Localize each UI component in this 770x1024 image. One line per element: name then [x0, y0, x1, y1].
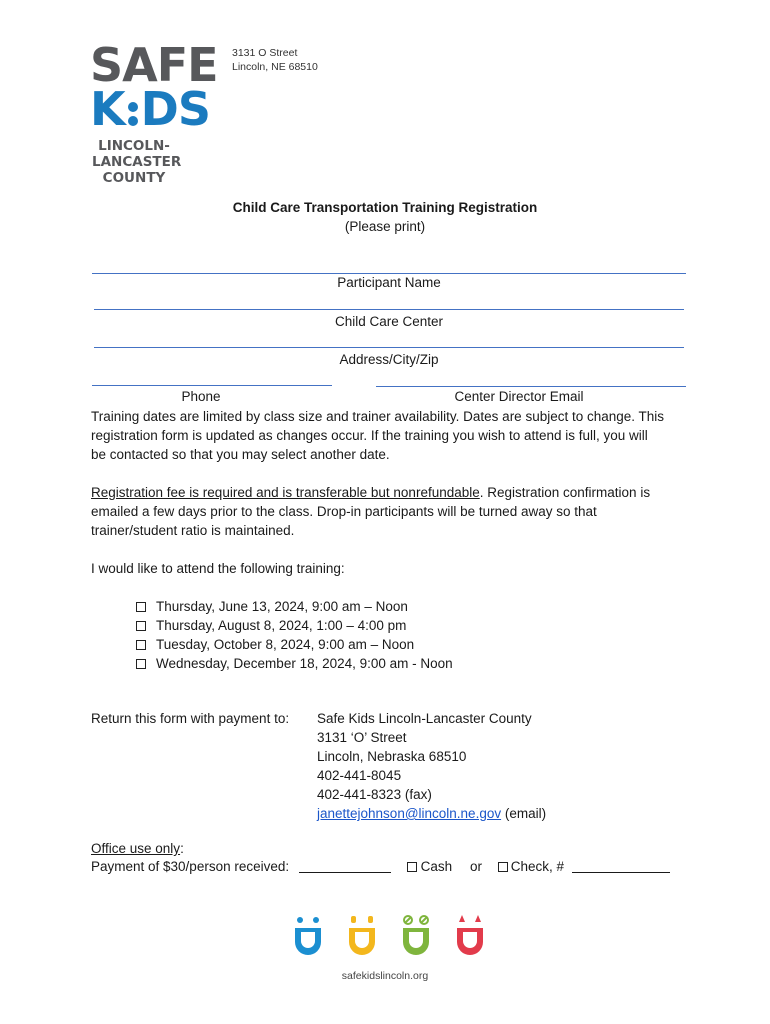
- checkbox[interactable]: [136, 659, 146, 669]
- green-character-icon: [403, 916, 429, 955]
- return-city: Lincoln, Nebraska 68510: [317, 749, 467, 764]
- phone-line[interactable]: [92, 385, 332, 386]
- office-use-colon: :: [180, 841, 184, 856]
- fee-policy-underlined: Registration fee is required and is transferable but nonrefundable: [91, 485, 480, 500]
- yellow-character-icon: [349, 916, 375, 955]
- para2-line2: emailed a few days prior to the class. Drop-in participants will be turned away so that: [91, 504, 597, 519]
- return-street: 3131 ‘O’ Street: [317, 730, 407, 745]
- fee-paragraph: [91, 483, 691, 540]
- training-option-label: Thursday, August 8, 2024, 1:00 – 4:00 pm: [156, 618, 407, 633]
- para2-line1-rest: . Registration confirmation is: [479, 485, 651, 500]
- footer-website: safekidslincoln.org: [341, 970, 429, 982]
- checkbox[interactable]: [136, 621, 146, 631]
- checkbox[interactable]: [136, 602, 146, 612]
- safe-kids-logo: [90, 38, 218, 186]
- para1-line1: Training dates are limited by class size and trainer availability. Dates are subject to change. This: [91, 409, 665, 424]
- logo-dots-icon: [127, 97, 139, 127]
- logo-safe-text: SAFE: [90, 38, 218, 92]
- logo-sub-line1: LINCOLN-: [98, 138, 170, 154]
- return-org: Safe Kids Lincoln-Lancaster County: [317, 711, 532, 726]
- address-label: Address/City/Zip: [339, 352, 439, 367]
- para1-line2: registration form is updated as changes occur. If the training you wish to attend is full, you will: [91, 428, 648, 443]
- training-option[interactable]: [136, 616, 406, 635]
- child-care-center-label: Child Care Center: [334, 314, 444, 329]
- payment-label: Payment of $30/person received:: [91, 859, 290, 874]
- participant-name-label: Participant Name: [337, 275, 441, 290]
- checkbox[interactable]: [136, 640, 146, 650]
- return-email-line: [317, 804, 546, 823]
- red-character-icon: [457, 915, 483, 955]
- payment-amount-blank[interactable]: [299, 872, 391, 873]
- or-label: or: [469, 859, 482, 874]
- training-option[interactable]: [136, 597, 408, 616]
- logo-k: K: [90, 82, 125, 136]
- return-phone: 402-441-8045: [317, 768, 402, 783]
- office-use-label: Office use only: [91, 841, 181, 856]
- training-option[interactable]: [136, 654, 453, 673]
- check-label: Check, #: [510, 859, 564, 874]
- return-label: Return this form with payment to:: [91, 711, 290, 726]
- header-address-line2: Lincoln, NE 68510: [232, 61, 318, 73]
- return-address-block: [317, 709, 546, 823]
- para2-line1: [91, 483, 691, 502]
- phone-label: Phone: [181, 389, 221, 404]
- logo-ds: DS: [140, 82, 210, 136]
- availability-paragraph: [91, 407, 691, 464]
- para2-line3: trainer/student ratio is maintained.: [91, 523, 295, 538]
- logo-sub-text: [92, 138, 182, 186]
- director-email-label: Center Director Email: [454, 389, 584, 404]
- header-address-line1: 3131 O Street: [232, 47, 298, 59]
- logo-kids-text: [90, 82, 210, 136]
- cash-label: Cash: [420, 859, 453, 874]
- director-email-line[interactable]: [376, 386, 686, 387]
- safe-kids-character-icons: [293, 914, 493, 958]
- logo-sub-line3: COUNTY: [102, 170, 166, 186]
- logo-sub-line2: LANCASTER: [92, 154, 182, 170]
- blue-character-icon: [295, 917, 321, 955]
- check-number-blank[interactable]: [572, 872, 670, 873]
- address-line[interactable]: [94, 347, 684, 348]
- training-option-label: Thursday, June 13, 2024, 9:00 am – Noon: [156, 599, 408, 614]
- return-fax: 402-441-8323 (fax): [317, 787, 432, 802]
- return-email-suffix: (email): [501, 806, 547, 821]
- child-care-center-line[interactable]: [94, 309, 684, 310]
- cash-checkbox[interactable]: [407, 862, 417, 872]
- attend-prompt: I would like to attend the following training:: [91, 561, 345, 576]
- return-email-link[interactable]: janettejohnson@lincoln.ne.gov: [317, 806, 502, 821]
- form-subtitle: (Please print): [344, 219, 426, 234]
- form-title: Child Care Transportation Training Registration: [232, 200, 538, 215]
- office-use-heading: [91, 839, 184, 858]
- training-option[interactable]: [136, 635, 414, 654]
- payment-row: [91, 857, 670, 876]
- training-option-label: Wednesday, December 18, 2024, 9:00 am - Noon: [156, 656, 453, 671]
- para1-line3: be contacted so that you may select another date.: [91, 447, 390, 462]
- training-option-label: Tuesday, October 8, 2024, 9:00 am – Noon: [156, 637, 415, 652]
- check-checkbox[interactable]: [498, 862, 508, 872]
